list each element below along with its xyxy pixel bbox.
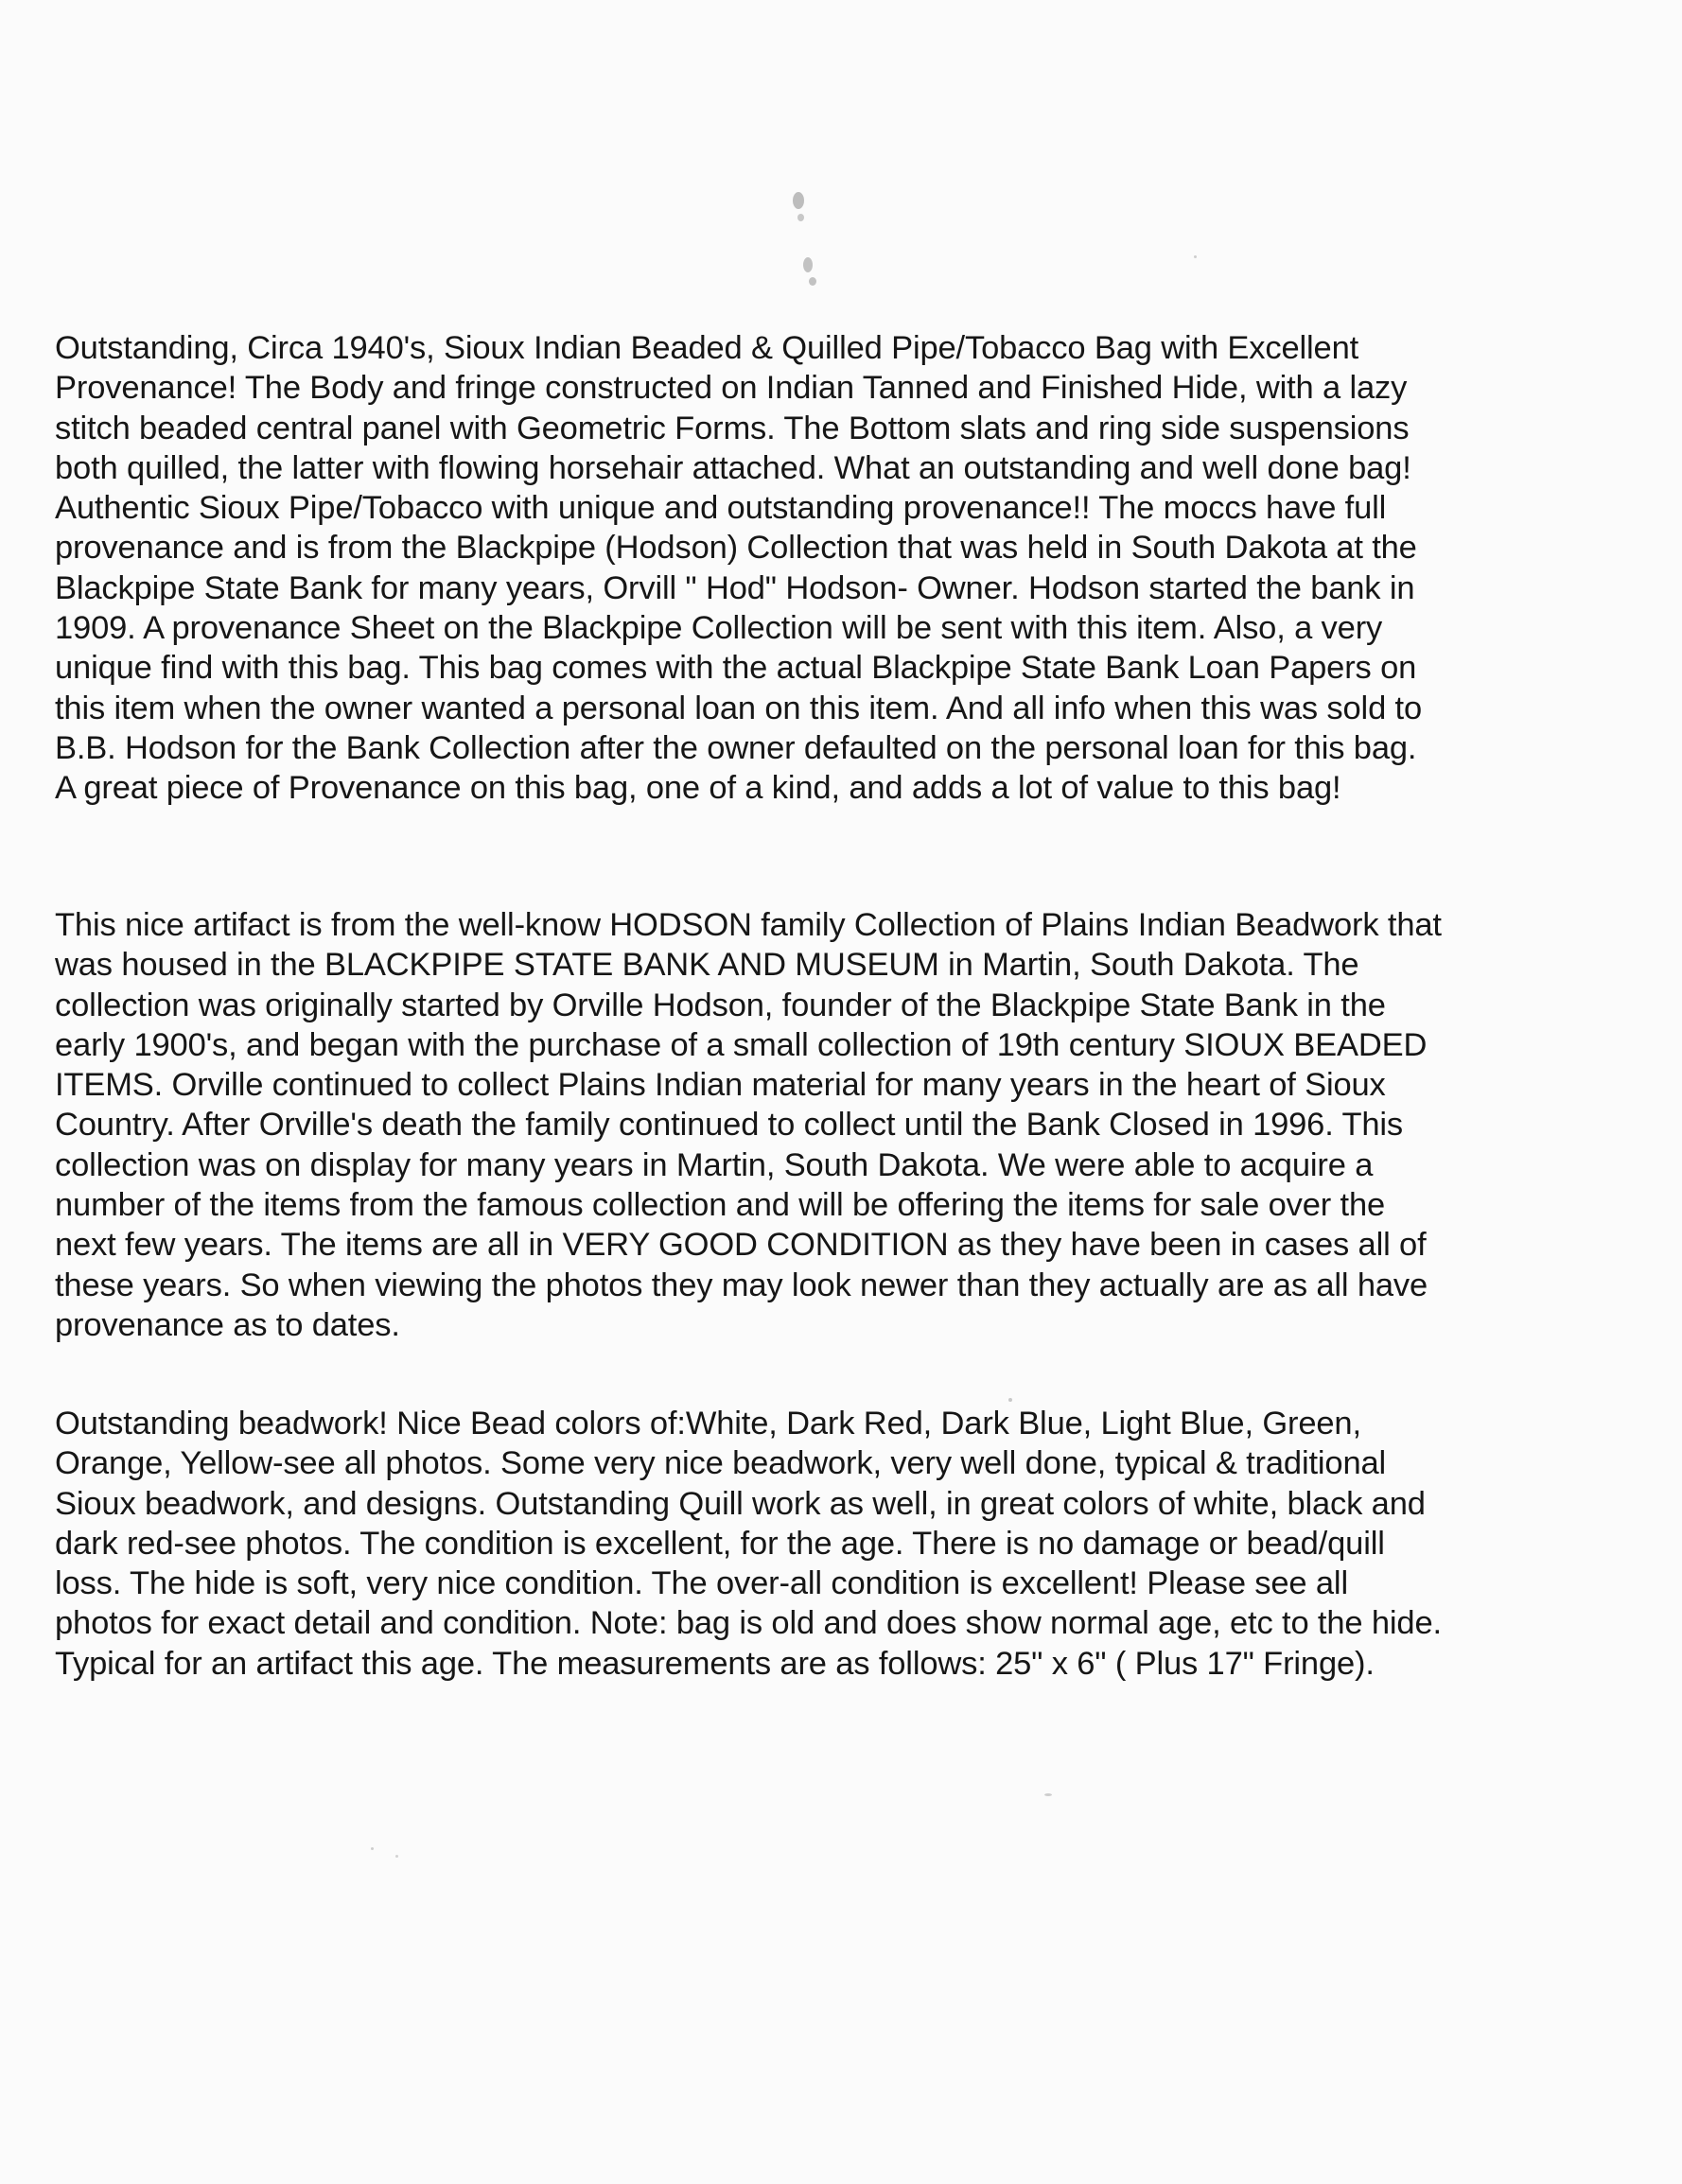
scan-speck — [803, 257, 813, 272]
text-line: ITEMS. Orville continued to collect Plains Indian material for many years in the heart of Sioux — [55, 1067, 1386, 1104]
scan-speck — [395, 1855, 398, 1858]
text-line: A great piece of Provenance on this bag, one of a kind, and adds a lot of value to this bag! — [55, 770, 1341, 807]
text-line: early 1900's, and began with the purchase of a small collection of 19th century SIOUX BEADED — [55, 1026, 1428, 1063]
scan-speck — [797, 214, 804, 221]
text-line: Orange, Yellow-see all photos. Some very nice beadwork, very well done, typical & traditional — [55, 1445, 1387, 1482]
text-line: dark red-see photos. The condition is excellent, for the age. There is no damage or bead/quill — [55, 1525, 1385, 1562]
text-line: provenance as to dates. — [55, 1306, 400, 1343]
text-line: provenance and is from the Blackpipe (Hodson) Collection that was held in South Dakota at the — [55, 530, 1417, 567]
text-line: Sioux beadwork, and designs. Outstanding Quill work as well, in great colors of white, black and — [55, 1485, 1426, 1522]
text-line: next few years. The items are all in VERY GOOD CONDITION as they have been in cases all of — [55, 1227, 1427, 1264]
scan-speck — [1008, 1398, 1012, 1402]
text-line: This nice artifact is from the well-know HODSON family Collection of Plains Indian Beadwork that — [55, 907, 1442, 943]
text-line: Outstanding, Circa 1940's, Sioux Indian Beaded & Quilled Pipe/Tobacco Bag with Excellent — [55, 330, 1359, 366]
text-line: this item when the owner wanted a personal loan on this item. And all info when this was sold to — [55, 690, 1423, 726]
text-line: number of the items from the famous collection and will be offering the items for sale over the — [55, 1187, 1386, 1224]
text-line: Country. After Orville's death the family continued to collect until the Bank Closed in 1996. This — [55, 1107, 1404, 1144]
text-line: stitch beaded central panel with Geometric Forms. The Bottom slats and ring side suspensions — [55, 410, 1410, 446]
text-line: Typical for an artifact this age. The measurements are as follows: 25" x 6" ( Plus 17" Fringe). — [55, 1645, 1375, 1682]
text-line: Provenance! The Body and fringe constructed on Indian Tanned and Finished Hide, with a lazy — [55, 370, 1408, 407]
scan-speck — [1194, 255, 1197, 258]
text-line: Blackpipe State Bank for many years, Orvill " Hod" Hodson- Owner. Hodson started the bank in — [55, 569, 1415, 606]
text-line: both quilled, the latter with flowing horsehair attached. What an outstanding and well done bag! — [55, 449, 1411, 486]
text-line: collection was on display for many years in Martin, South Dakota. We were able to acquire a — [55, 1146, 1374, 1183]
text-line: Authentic Sioux Pipe/Tobacco with unique and outstanding provenance!! The moccs have full — [55, 490, 1387, 527]
text-line: photos for exact detail and condition. Note: bag is old and does show normal age, etc to the hide. — [55, 1605, 1442, 1642]
paragraph-description — [55, 328, 1422, 809]
text-line: Outstanding beadwork! Nice Bead colors of:White, Dark Red, Dark Blue, Light Blue, Green, — [55, 1406, 1361, 1441]
scan-speck — [809, 277, 816, 286]
paragraph-condition — [55, 1404, 1442, 1684]
text-line: 1909. A provenance Sheet on the Blackpipe Collection will be sent with this item. Also, a very — [55, 610, 1383, 647]
scan-speck — [371, 1847, 374, 1850]
scan-speck — [1044, 1793, 1052, 1796]
text-line: loss. The hide is soft, very nice condition. The over-all condition is excellent! Please see all — [55, 1565, 1348, 1602]
text-line: unique find with this bag. This bag comes with the actual Blackpipe State Bank Loan Papers on — [55, 650, 1417, 687]
paragraph-provenance — [55, 905, 1442, 1345]
text-line: collection was originally started by Orville Hodson, founder of the Blackpipe State Bank in the — [55, 987, 1386, 1023]
scan-speck — [793, 192, 804, 209]
text-line: was housed in the BLACKPIPE STATE BANK AND MUSEUM in Martin, South Dakota. The — [55, 947, 1359, 984]
text-line: these years. So when viewing the photos they may look newer than they actually are as all have — [55, 1267, 1428, 1303]
text-line: B.B. Hodson for the Bank Collection after the owner defaulted on the personal loan for this bag. — [55, 729, 1417, 766]
